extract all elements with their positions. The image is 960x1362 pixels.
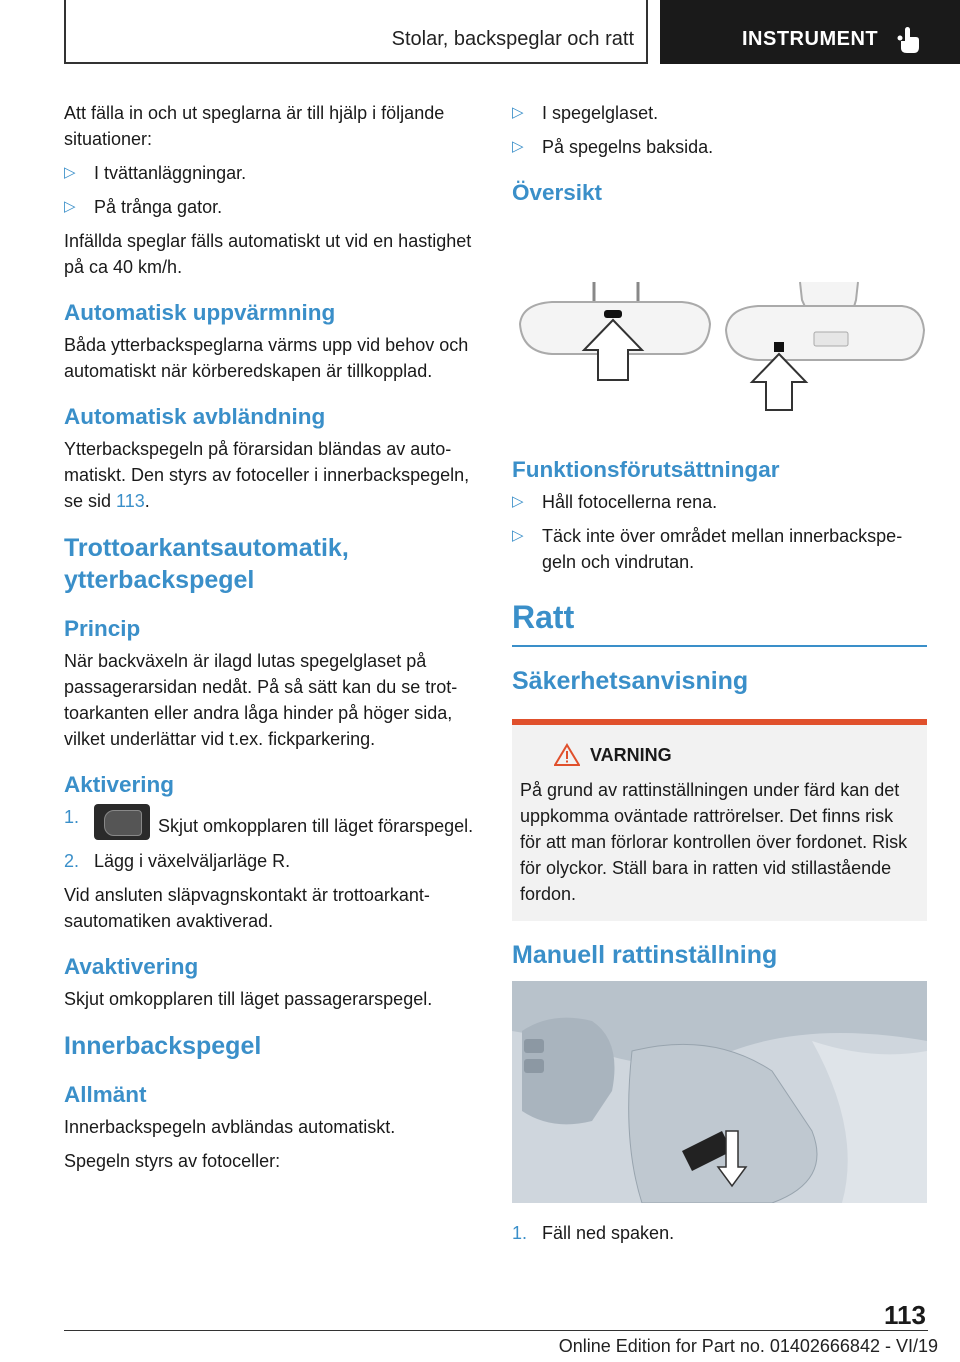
manual-adjustment-heading: Manuell rattinställning	[512, 941, 778, 969]
triangle-bullet-icon: ▷	[512, 138, 524, 155]
footer-edition: Online Edition for Part no. 01402666842 - VI/19	[558, 1336, 938, 1356]
warning-title: VARNING	[520, 743, 919, 767]
mirror-overview-illustration	[512, 212, 927, 432]
heating-text: Båda ytterbackspeglarna värms upp vid behov och automatiskt när körberedskapen är tillkopplad.	[64, 335, 469, 381]
general-text: Innerbackspegeln avbländas automatiskt.	[64, 1117, 396, 1137]
dimming-heading: Automatisk avbländning	[64, 404, 326, 429]
heating-heading: Automatisk uppvärmning	[64, 300, 336, 325]
inner-mirror-heading: Innerbackspegel	[64, 1032, 262, 1060]
page-number: 113	[884, 1300, 926, 1330]
list-item: ▷ I tvättanläggningar.	[64, 160, 479, 186]
list-item: ▷ Håll fotocellerna rena.	[512, 489, 927, 515]
situations-list	[64, 160, 479, 220]
triangle-bullet-icon: ▷	[64, 164, 76, 181]
steering-lever-illustration	[512, 981, 927, 1203]
deactivation-heading: Avaktivering	[64, 954, 199, 979]
steering-wheel-heading: Ratt	[512, 595, 927, 647]
dimming-text: Ytterbackspegeln på förarsidan bländas av automatiskt. Den styrs av fotoceller i innerbackspegeln, se sid 113.	[64, 439, 470, 511]
mirror-intro: Att fälla in och ut speglarna är till hjälp i följande situationer:	[64, 103, 445, 149]
activation-steps	[64, 804, 479, 874]
right-column	[512, 100, 927, 1254]
photocell-list	[512, 100, 927, 160]
warning-text: På grund av rattinställningen under färd kan det uppkomma oväntade rattrörelser. Det finns risk för att man förlorar kontrollen över fordonet. Risk för olyckor. Ställ bara in ratten vid stillastående fordon.	[520, 780, 908, 904]
list-item: 1. Skjut omkopplaren till läget förarspegel.	[64, 804, 479, 840]
requirements-list	[512, 489, 927, 575]
list-item: 2. Lägg i växelväljarläge R.	[64, 851, 291, 871]
header-chapter-box	[660, 0, 960, 64]
photocell-text: Spegeln styrs av fotoceller:	[64, 1151, 281, 1171]
triangle-bullet-icon: ▷	[64, 198, 76, 215]
principle-text: När backväxeln är ilagd lutas spegelglaset på passagerarsidan nedåt. På så sätt kan du se trottoarkanten eller andra låga hinder på höger sida, vilket underlättar vid t.ex. fickparkering.	[64, 651, 458, 749]
principle-heading: Princip	[64, 616, 141, 641]
header-section-title: Stolar, backspeglar och ratt	[391, 28, 634, 50]
list-item: ▷ I spegelglaset.	[512, 100, 927, 126]
triangle-bullet-icon: ▷	[512, 104, 524, 121]
list-item: ▷ På spegelns baksida.	[512, 134, 927, 160]
left-column	[64, 100, 479, 1182]
warning-triangle-icon	[554, 743, 580, 767]
header-section-box	[64, 0, 648, 64]
requirements-heading: Funktionsförutsättningar	[512, 457, 780, 482]
safety-heading: Säkerhetsanvisning	[512, 667, 749, 695]
warning-box	[512, 719, 927, 921]
footer-divider	[64, 1330, 928, 1331]
list-item: ▷ Täck inte över området mellan innerbackspegeln och vindrutan.	[512, 523, 927, 575]
hand-pointer-icon	[896, 26, 922, 54]
auto-fold-text: Infällda speglar fälls automatiskt ut vid en hastighet på ca 40 km/h.	[64, 231, 472, 277]
triangle-bullet-icon: ▷	[512, 527, 524, 544]
manual-steps	[512, 1220, 927, 1246]
list-item: ▷ På trånga gator.	[64, 194, 479, 220]
deactivation-text: Skjut omkopplaren till läget passagerarspegel.	[64, 989, 433, 1009]
mirror-switch-icon	[94, 804, 150, 840]
activation-note: Vid ansluten släpvagnskontakt är trottoarkantsautomatiken avaktiverad.	[64, 885, 430, 931]
page-reference-link[interactable]: 113	[116, 491, 145, 511]
triangle-bullet-icon: ▷	[512, 493, 524, 510]
header-chapter-title: INSTRUMENT	[742, 28, 879, 50]
curb-heading: Trottoarkantsautomatik, ytterbackspegel	[64, 534, 349, 594]
overview-heading: Översikt	[512, 180, 603, 205]
general-heading: Allmänt	[64, 1082, 147, 1107]
activation-heading: Aktivering	[64, 772, 175, 797]
list-item: 1. Fäll ned spaken.	[512, 1223, 675, 1243]
